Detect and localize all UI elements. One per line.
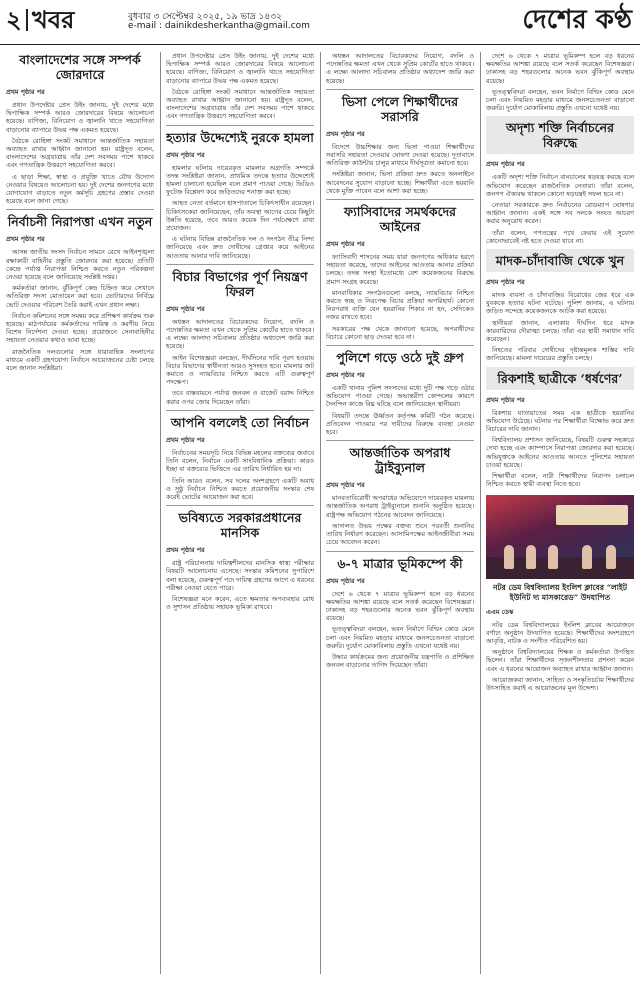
dateline: প্রথম পৃষ্ঠার পর	[326, 481, 365, 490]
article-body: রিকশায় যাতায়াতের সময় এক ছাত্রীকে হয়রানির অভিযোগ উঠেছে। ঘটনার পর শিক্ষার্থীরা বিক্ষোভ করে দ্রুত বিচারের দাবি জানান। বিশ্ববিদ্যালয় প্রশাসন জানিয়েছে, বিষয়টি গুরুত্ব সহকারে দেখা হচ্ছে এবং ক্যাম্পাসে নিরাপত্তা জোরদার করা হয়েছে। অভিযুক্তকে আইনের আওতায় আনতে পুলিশের সহায়তা চাওয়া হয়েছে। শিক্ষার্থীরা বলেন, নারী শিক্ষার্থীদের নিরাপদ চলাচল নিশ্চিত করতে স্থায়ী ব্যবস্থা নিতে হবে।	[486, 408, 634, 489]
dateline: প্রথম পৃষ্ঠার পর	[486, 395, 525, 404]
article-body: মাদক ব্যবসা ও চাঁদাবাজির বিরোধের জের ধরে এক যুবককে হত্যার ঘটনা ঘটেছে। পুলিশ জানায়, এ ঘটনায় জড়িত সন্দেহে কয়েকজনকে আটক করা হয়েছে। স্থানীয়রা জানান, এলাকায় দীর্ঘদিন ধরে মাদক কারবারিদের দৌরাত্ম্য চলছে। তাঁরা এর স্থায়ী সমাধান দাবি করেছেন। নিহতের পরিবার দোষীদের দৃষ্টান্তমূলক শাস্তির দাবি জানিয়েছে। মামলা দায়েরের প্রস্তুতি চলছে।	[486, 291, 634, 363]
headline: নির্বাচনী নিরাপত্তা এখন নতুন	[6, 209, 154, 229]
headline: পুলিশে গড়ে ওঠে দুই গ্রুপ	[326, 345, 474, 365]
column-1	[6, 52, 154, 974]
dateline: প্রথম পৃষ্ঠার পর	[486, 278, 525, 287]
person-figure	[504, 545, 514, 569]
event-photo	[486, 495, 634, 579]
column-rule	[160, 52, 161, 974]
article-body: নির্বাচনের সময়সূচি নিয়ে বিভিন্ন মহলের বক্তব্যের জবাবে তিনি বলেন, নির্বাচন একটি সাংবিধানিক প্রক্রিয়া। কারও ইচ্ছা বা বক্তব্যের ভিত্তিতে এর তারিখ নির্ধারিত হয় না। তিনি আরও বলেন, সব দলের অংশগ্রহণে একটি অবাধ ও সুষ্ঠু নির্বাচন নিশ্চিত করতে প্রয়োজনীয় সংস্কার শেষ করেই ভোটের আয়োজন করা হবে।	[166, 448, 314, 501]
column-2	[166, 52, 314, 974]
article-body: রাষ্ট্র পরিচালনায় দায়িত্বশীলদের মানসিক স্বাস্থ্য পরীক্ষার বিষয়টি আলোচনায় এসেছে। সংস্কার কমিশনের সুপারিশে বলা হয়েছে, গুরুত্বপূর্ণ পদে দায়িত্ব গ্রহণের আগে এ ধরনের পরীক্ষা নেওয়া যেতে পারে। বিশেষজ্ঞরা মনে করেন, এতে ক্ষমতার অপব্যবহার রোধ ও সুশাসন প্রতিষ্ঠায় সহায়ক ভূমিকা রাখবে।	[166, 559, 314, 612]
article-body: দেশে ৬ থেকে ৭ মাত্রার ভূমিকম্প হলে বড় ধরনের ক্ষয়ক্ষতির আশঙ্কা রয়েছে বলে সতর্ক করেছেন বিশেষজ্ঞরা। ঢাকাসহ বড় শহরগুলোর অনেক ভবন ঝুঁকিপূর্ণ অবস্থায় রয়েছে। ভূতত্ত্ববিদরা বলছেন, ভবন নির্মাণে বিল্ডিং কোড মেনে চলা এবং নিয়মিত মহড়ার মাধ্যমে জনসচেতনতা বাড়ানো জরুরি। দুর্যোগ মোকাবিলায় প্রস্তুতি এখনো যথেষ্ট নয়।	[486, 52, 634, 113]
article-body: আসন্ন জাতীয় সংসদ নির্বাচন সামনে রেখে আইনশৃঙ্খলা রক্ষাকারী বাহিনীর প্রস্তুতি জোরদার করা হয়েছে। প্রতিটি কেন্দ্রে পর্যাপ্ত নিরাপত্তা নিশ্চিত করতে নতুন পরিকল্পনা নেওয়া হয়েছে বলে জানিয়েছে সংশ্লিষ্ট দপ্তর। কর্মকর্তারা জানান, ঝুঁকিপূর্ণ কেন্দ্র চিহ্নিত করে সেখানে অতিরিক্ত সদস্য মোতায়েন করা হবে। ভোটারদের নির্বিঘ্নে ভোট দেওয়ার পরিবেশ তৈরি করাই এখন প্রধান লক্ষ্য। নির্বাচন কমিশনের সঙ্গে সমন্বয় করে প্রশিক্ষণ কার্যক্রম শুরু হয়েছে। মাঠপর্যায়ের কর্মকর্তাদের দায়িত্ব ও করণীয় নিয়ে বিশেষ নির্দেশনা দেওয়া হচ্ছে। প্রয়োজনে সেনাবাহিনীর সহায়তা নেওয়ার কথাও ভাবা হচ্ছে। রাজনৈতিক দলগুলোর সঙ্গে ধারাবাহিক সংলাপের মাধ্যমে একটি গ্রহণযোগ্য নির্বাচন আয়োজনের চেষ্টা চলছে বলে জানান সংশ্লিষ্টরা।	[6, 248, 154, 373]
page-header	[0, 0, 640, 45]
page-number: ২	[6, 5, 22, 34]
person-figure	[548, 545, 558, 569]
dateline: প্রথম পৃষ্ঠার পর	[326, 129, 365, 138]
dateline: প্রথম পৃষ্ঠার পর	[6, 235, 45, 244]
dateline: প্রথম পৃষ্ঠার পর	[166, 546, 205, 555]
headline: আপনি বললেই তো নির্বাচন	[166, 410, 314, 430]
article-body: ফ্যাসিবাদী শাসনের সময় যারা জনগণের অধিকার হরণে সহায়তা করেছে, তাদের আইনের আওতায় আনার প্রক্রিয়া চলছে। তদন্ত সংস্থা ইতোমধ্যে বেশ কয়েকজনের বিরুদ্ধে প্রমাণ সংগ্রহ করেছে। মানবাধিকার সংগঠনগুলো বলছে, ন্যায়বিচার নিশ্চিত করতে স্বচ্ছ ও নিরপেক্ষ বিচার প্রক্রিয়া অপরিহার্য। কোনো নিরপরাধ ব্যক্তি যেন হয়রানির শিকার না হন, সেদিকেও নজর রাখতে হবে। সরকারের পক্ষ থেকে জানানো হয়েছে, অপরাধীদের বিচারে কোনো ছাড় দেওয়া হবে না।	[326, 253, 474, 341]
dateline: প্রথম পৃষ্ঠার পর	[166, 150, 205, 159]
article-body: একটি অদৃশ্য শক্তি নির্বাচন বানচালের ষড়যন্ত্র করছে বলে অভিযোগ করেছেন রাজনৈতিক নেতারা। তাঁরা বলেন, জনগণ ঐক্যবদ্ধ থাকলে কোনো ষড়যন্ত্রই সফল হবে না। নেতারা সরকারকে দ্রুত নির্বাচনের রোডম্যাপ ঘোষণার আহ্বান জানান। একই সঙ্গে সব দলকে সংযত আচরণ করার অনুরোধ করেন। তাঁরা বলেন, গণতন্ত্রের পথে ফেরার এই সুযোগ কোনোভাবেই নষ্ট হতে দেওয়া যাবে না।	[486, 173, 634, 245]
article-body: নটর ডেম বিশ্ববিদ্যালয়ের ইংলিশ ক্লাবের আয়োজনে বর্ণাঢ্য অনুষ্ঠান উদযাপিত হয়েছে। শিক্ষার্থীদের অংশগ্রহণে আবৃত্তি, নাটক ও সংগীত পরিবেশিত হয়। অনুষ্ঠানে বিশ্ববিদ্যালয়ের শিক্ষক ও কর্মকর্তারা উপস্থিত ছিলেন। তাঁরা শিক্ষার্থীদের সৃজনশীলতার প্রশংসা করেন এবং এ ধরনের আয়োজন অব্যাহত রাখার আহ্বান জানান। আয়োজকরা জানান, সাহিত্য ও সংস্কৃতিচর্চায় শিক্ষার্থীদের উৎসাহিত করাই এ আয়োজনের মূল উদ্দেশ্য।	[486, 620, 634, 692]
headline: অদৃশ্য শক্তি নির্বাচনের বিরুদ্ধে	[486, 116, 634, 154]
dateline: প্রথম পৃষ্ঠার পর	[486, 160, 525, 169]
article-body: হামলার ঘটনায় দায়েরকৃত মামলার অগ্রগতি সম্পর্কে তদন্ত সংশ্লিষ্টরা জানান, প্রাথমিক তদন্তে হত্যার উদ্দেশ্যেই হামলা চালানো হয়েছিল বলে প্রমাণ পাওয়া গেছে। ভিডিও ফুটেজ বিশ্লেষণ করে জড়িতদের শনাক্ত করা হচ্ছে। আহত নেতা বর্তমানে হাসপাতালে চিকিৎসাধীন রয়েছেন। চিকিৎসকেরা জানিয়েছেন, তাঁর অবস্থা আগের চেয়ে কিছুটা উন্নতি হয়েছে, তবে আরও কয়েক দিন পর্যবেক্ষণে রাখা প্রয়োজন। এ ঘটনায় বিভিন্ন রাজনৈতিক দল ও সংগঠন তীব্র নিন্দা জানিয়েছে এবং দ্রুত দোষীদের গ্রেপ্তার করে আইনের আওতায় আনার দাবি জানিয়েছে।	[166, 163, 314, 260]
headline: ভবিষ্যতে সরকারপ্রধানের মানসিক	[166, 505, 314, 540]
person-figure	[526, 545, 536, 569]
section-title: খবর	[32, 5, 75, 34]
headline: বাংলাদেশের সঙ্গে সম্পর্ক জোরদারে	[19, 52, 141, 82]
article-body: দেশে ৬ থেকে ৭ মাত্রার ভূমিকম্প হলে বড় ধরনের ক্ষয়ক্ষতির আশঙ্কা রয়েছে বলে সতর্ক করেছেন বিশেষজ্ঞরা। ঢাকাসহ বড় শহরগুলোর অনেক ভবন ঝুঁকিপূর্ণ অবস্থায় রয়েছে। ভূতত্ত্ববিদরা বলছেন, ভবন নির্মাণে বিল্ডিং কোড মেনে চলা এবং নিয়মিত মহড়ার মাধ্যমে জনসচেতনতা বাড়ানো জরুরি। দুর্যোগ মোকাবিলায় প্রস্তুতি এখনো যথেষ্ট নয়। উদ্ধার কার্যক্রমের জন্য প্রয়োজনীয় যন্ত্রপাতি ও প্রশিক্ষিত জনবল বাড়ানোর তাগিদ দিয়েছেন তাঁরা।	[326, 589, 474, 670]
column-rule	[320, 52, 321, 974]
headline: হত্যার উদ্দেশ্যেই নুরকে হামলা	[166, 125, 314, 145]
article-body: একটি থানায় পুলিশ সদস্যদের মধ্যে দুটি পক্ষ গড়ে ওঠার অভিযোগ পাওয়া গেছে। অভ্যন্তরীণ কোন্দলের কারণে দৈনন্দিন কাজে বিঘ্ন ঘটছে বলে জানিয়েছেন স্থানীয়রা। বিষয়টি তদন্তে ঊর্ধ্বতন কর্তৃপক্ষ কমিটি গঠন করেছে। প্রতিবেদন পাওয়ার পর দায়ীদের বিরুদ্ধে ব্যবস্থা নেওয়া হবে।	[326, 384, 474, 437]
dateline: প্রথম পৃষ্ঠার পর	[6, 88, 45, 96]
column-4	[486, 52, 634, 974]
headline: রিকশাই ছাত্রীকে ‘ধর্ষণের’	[486, 367, 634, 390]
column-3	[326, 52, 474, 974]
dateline: প্রথম পৃষ্ঠার পর	[326, 371, 365, 380]
person-figure	[606, 545, 616, 569]
dateline: প্রথম পৃষ্ঠার পর	[166, 304, 205, 313]
dateline: প্রথম পৃষ্ঠার পর	[166, 435, 205, 444]
article-body: প্রধান উপদেষ্টার প্রেস উইং জানায়, দুই দেশের মধ্যে দ্বিপাক্ষিক সম্পর্ক আরও জোরদারের বিষয়ে আলোচনা হয়েছে। বাণিজ্য, বিনিয়োগ ও জ্বালানি খাতে সহযোগিতা বাড়ানোর ব্যাপারে উভয় পক্ষ একমত হয়েছে। বৈঠকে রোহিঙ্গা সংকট সমাধানে আন্তর্জাতিক সহায়তা অব্যাহত রাখার আহ্বান জানানো হয়। রাষ্ট্রদূত বলেন, বাংলাদেশের অগ্রযাত্রায় তাঁর দেশ সবসময় পাশে থাকবে এবং গণতান্ত্রিক উত্তরণে সহযোগিতা করবে।	[166, 52, 314, 121]
headline: ফ্যাসিবাদের সমর্থকদের আইনের	[326, 199, 474, 234]
photo-caption-headline: নটর ডেম বিশ্ববিদ্যালয় ইংলিশ ক্লাবের “লাইট ইউনিট দ্য মাসকারেড” উদযাপিত	[492, 582, 628, 602]
issue-date: বুধবার ৩ সেপ্টেম্বর ২০২৫, ১৯ ভাদ্র ১৪৩২	[128, 12, 282, 22]
article-body: বিদেশে উচ্চশিক্ষার জন্য ভিসা পাওয়া শিক্ষার্থীদের সরাসরি সহায়তা দেওয়ার ঘোষণা দেওয়া হয়েছে। দূতাবাসে অতিরিক্ত কাউন্টার চালুর মাধ্যমে দীর্ঘসূত্রতা কমানো হবে। সংশ্লিষ্টরা জানান, ভিসা প্রক্রিয়া দ্রুত করতে অনলাইনে আবেদনের সুযোগ বাড়ানো হচ্ছে। শিক্ষার্থীরা এতে হয়রানি থেকে মুক্তি পাবেন বলে আশা করা হচ্ছে।	[326, 142, 474, 195]
byline: এএম ডেস্ক	[486, 607, 514, 616]
header-divider	[26, 9, 28, 31]
headline: ৬-৭ মাত্রার ভূমিকম্পে কী	[326, 551, 474, 571]
headline: আন্তর্জাতিক অপরাধ ট্রাইব্যুনাল	[326, 440, 474, 475]
headline: বিচার বিভাগের পূর্ণ নিয়ন্ত্রণ ফিরল	[166, 264, 314, 299]
article-body: প্রধান উপদেষ্টার প্রেস উইং জানায়, দুই দেশের মধ্যে দ্বিপাক্ষিক সম্পর্ক আরও জোরদারের বিষয়ে আলোচনা হয়েছে। বাণিজ্য, বিনিয়োগ ও জ্বালানি খাতে সহযোগিতা বাড়ানোর ব্যাপারে উভয় পক্ষ একমত হয়েছে। বৈঠকে রোহিঙ্গা সংকট সমাধানে আন্তর্জাতিক সহায়তা অব্যাহত রাখার আহ্বান জানানো হয়। রাষ্ট্রদূত বলেন, বাংলাদেশের অগ্রযাত্রায় তাঁর দেশ সবসময় পাশে থাকবে এবং গণতান্ত্রিক উত্তরণে সহযোগিতা করবে। এ ছাড়া শিক্ষা, স্বাস্থ্য ও প্রযুক্তি খাতে যৌথ উদ্যোগ নেওয়ার বিষয়েও আলোচনা হয়। দুই দেশের জনগণের মধ্যে যোগাযোগ বাড়াতে নতুন কর্মসূচি গ্রহণের প্রস্তাব দেওয়া হয়েছে বলে জানা গেছে।	[6, 101, 154, 206]
article-body: মানবতাবিরোধী অপরাধের অভিযোগে দায়েরকৃত মামলায় আন্তর্জাতিক অপরাধ ট্রাইব্যুনালে শুনানি অনুষ্ঠিত হয়েছে। রাষ্ট্রপক্ষ অভিযোগ গঠনের আবেদন জানিয়েছে। আদালত উভয় পক্ষের বক্তব্য শুনে পরবর্তী শুনানির তারিখ নির্ধারণ করেছেন। আসামিপক্ষের আইনজীবীরা সময় চেয়ে আবেদন করেন।	[326, 494, 474, 547]
headline: ভিসা পেলে শিক্ষার্থীদের সরাসরি	[326, 89, 474, 124]
newspaper-name: দেশের কণ্ঠ	[522, 5, 632, 35]
dateline: প্রথম পৃষ্ঠার পর	[326, 576, 365, 585]
person-figure	[582, 545, 592, 569]
article-body: অধস্তন আদালতের বিচারকদের নিয়োগ, বদলি ও পদোন্নতির ক্ষমতা এখন থেকে সুপ্রিম কোর্টের হাতে থাকবে। এ লক্ষ্যে আলাদা সচিবালয় প্রতিষ্ঠার অধ্যাদেশ জারি করা হয়েছে।	[326, 52, 474, 85]
stage-banner	[556, 505, 628, 525]
contact-email: e-mail : dainikdesherkantha@gmail.com	[128, 21, 310, 31]
headline: মাদক-চাঁদাবাজি থেকে খুন	[486, 249, 634, 272]
article-body: অধস্তন আদালতের বিচারকদের নিয়োগ, বদলি ও পদোন্নতির ক্ষমতা এখন থেকে সুপ্রিম কোর্টের হাতে থাকবে। এ লক্ষ্যে আলাদা সচিবালয় প্রতিষ্ঠার অধ্যাদেশ জারি করা হয়েছে। আইন বিশেষজ্ঞরা বলছেন, দীর্ঘদিনের দাবি পূরণ হওয়ায় বিচার বিভাগের স্বাধীনতা আরও সুসংহত হবে। মামলার জট কমাতে ও ন্যায়বিচার নিশ্চিত করতে এটি গুরুত্বপূর্ণ পদক্ষেপ। তবে বাস্তবায়নে পর্যাপ্ত জনবল ও বাজেট বরাদ্দ নিশ্চিত করার ওপর জোর দিয়েছেন তাঁরা।	[166, 317, 314, 406]
column-rule	[480, 52, 481, 974]
dateline: প্রথম পৃষ্ঠার পর	[326, 240, 365, 249]
